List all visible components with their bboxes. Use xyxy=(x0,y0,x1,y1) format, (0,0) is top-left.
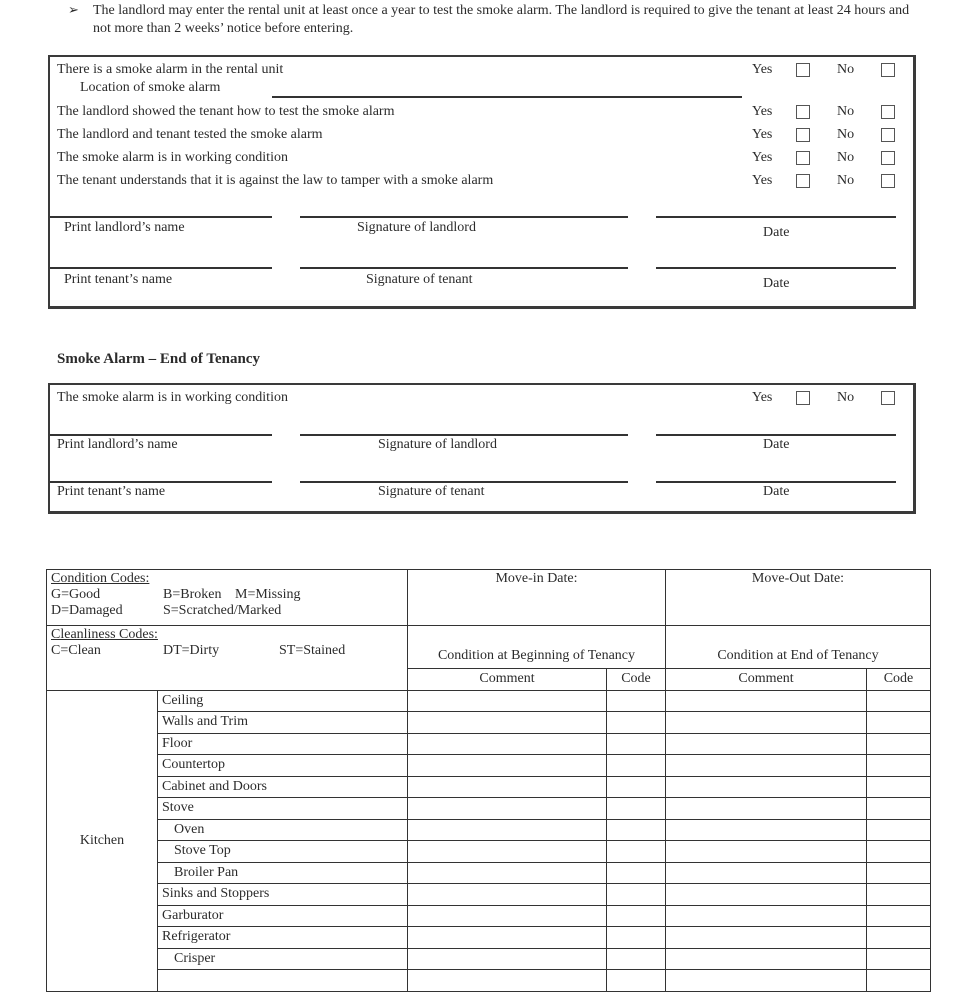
landlord-date-line[interactable] xyxy=(656,216,896,218)
code-dirty: DT=Dirty xyxy=(163,643,220,658)
yes-checkbox[interactable] xyxy=(796,63,810,77)
end-code-cell[interactable] xyxy=(867,884,931,906)
tenant-signature-line[interactable] xyxy=(300,267,628,269)
yes-label: Yes xyxy=(752,150,773,165)
no-label: No xyxy=(837,127,855,142)
end-comment-cell[interactable] xyxy=(666,755,867,777)
condition-codes-title: Condition Codes: xyxy=(51,571,150,586)
item-label: Sinks and Stoppers xyxy=(158,884,408,906)
item-label xyxy=(158,970,408,992)
table-row xyxy=(47,819,931,841)
item-label: Cabinet and Doors xyxy=(158,776,408,798)
landlord-name-label: Print landlord’s name xyxy=(57,437,178,452)
end-of-tenancy-title: Smoke Alarm – End of Tenancy xyxy=(57,351,260,367)
code-good: G=Good xyxy=(51,587,101,602)
table-row xyxy=(47,884,931,906)
no-checkbox[interactable] xyxy=(881,128,895,142)
intro-text: The landlord may enter the rental unit at least once a year to test the smoke alarm. The landlord is required to give the tenant at least 24 hours and not more than 2 weeks’ notice before entering. xyxy=(93,3,910,36)
item-label: Refrigerator xyxy=(158,927,408,949)
end-tenancy-header: Condition at End of Tenancy xyxy=(666,626,931,669)
tenant-signature-line[interactable] xyxy=(300,481,628,483)
no-checkbox[interactable] xyxy=(881,63,895,77)
tenant-name-line[interactable] xyxy=(50,481,272,483)
comment-header: Comment xyxy=(408,669,607,691)
date-label: Date xyxy=(763,437,790,452)
code-damaged: D=Damaged xyxy=(51,603,123,618)
table-row xyxy=(47,776,931,798)
end-code-cell[interactable] xyxy=(867,948,931,970)
end-comment-cell[interactable] xyxy=(666,948,867,970)
begin-tenancy-header: Condition at Beginning of Tenancy xyxy=(408,626,666,669)
table-row xyxy=(47,798,931,820)
item-label: Floor xyxy=(158,733,408,755)
no-checkbox[interactable] xyxy=(881,391,895,405)
date-label: Date xyxy=(763,484,790,499)
item-label: Crisper xyxy=(158,948,408,970)
end-comment-cell[interactable] xyxy=(666,712,867,734)
begin-code-cell[interactable] xyxy=(607,948,666,970)
landlord-name-line[interactable] xyxy=(50,434,272,436)
yes-checkbox[interactable] xyxy=(796,128,810,142)
end-code-cell[interactable] xyxy=(867,712,931,734)
tenant-signature-label: Signature of tenant xyxy=(378,484,485,499)
code-clean: C=Clean xyxy=(51,643,101,658)
landlord-name-label: Print landlord’s name xyxy=(64,220,185,235)
begin-comment-cell[interactable] xyxy=(408,733,607,755)
table-row xyxy=(47,905,931,927)
end-code-cell[interactable] xyxy=(867,862,931,884)
begin-comment-cell[interactable] xyxy=(408,755,607,777)
condition-codes-cell xyxy=(47,570,408,626)
begin-comment-cell[interactable] xyxy=(408,776,607,798)
code-scratched: S=Scratched/Marked xyxy=(163,603,282,618)
table-row xyxy=(47,690,931,712)
begin-code-cell[interactable] xyxy=(607,862,666,884)
item-label: There is a smoke alarm in the rental unit xyxy=(57,62,284,77)
yes-label: Yes xyxy=(752,127,773,142)
table-row xyxy=(47,712,931,734)
tenant-date-line[interactable] xyxy=(656,267,896,269)
end-code-cell[interactable] xyxy=(867,776,931,798)
tenant-name-line[interactable] xyxy=(50,267,272,269)
yes-label: Yes xyxy=(752,62,773,77)
cleanliness-codes-title: Cleanliness Codes: xyxy=(51,627,158,642)
move-out-label: Move-Out Date: xyxy=(751,571,845,586)
end-comment-cell[interactable] xyxy=(666,862,867,884)
end-comment-cell[interactable] xyxy=(666,690,867,712)
cleanliness-codes-cell xyxy=(47,626,408,691)
landlord-signature-line[interactable] xyxy=(300,216,628,218)
no-checkbox[interactable] xyxy=(881,105,895,119)
end-comment-cell[interactable] xyxy=(666,884,867,906)
begin-comment-cell[interactable] xyxy=(408,819,607,841)
table-row xyxy=(47,862,931,884)
end-code-cell[interactable] xyxy=(867,798,931,820)
no-label: No xyxy=(837,173,855,188)
begin-code-cell[interactable] xyxy=(607,884,666,906)
tenant-date-line[interactable] xyxy=(656,481,896,483)
no-label: No xyxy=(837,62,855,77)
begin-code-cell[interactable] xyxy=(607,927,666,949)
code-missing: M=Missing xyxy=(235,587,301,602)
end-code-cell[interactable] xyxy=(867,905,931,927)
begin-code-cell[interactable] xyxy=(607,733,666,755)
begin-code-cell[interactable] xyxy=(607,755,666,777)
tenant-name-label: Print tenant’s name xyxy=(57,484,166,499)
yes-label: Yes xyxy=(752,104,773,119)
yes-label: Yes xyxy=(752,173,773,188)
date-label: Date xyxy=(763,276,790,291)
begin-comment-cell[interactable] xyxy=(408,905,607,927)
begin-code-cell[interactable] xyxy=(607,712,666,734)
end-comment-cell[interactable] xyxy=(666,841,867,863)
landlord-name-line[interactable] xyxy=(50,216,272,218)
table-row xyxy=(47,970,931,992)
move-in-date-field[interactable] xyxy=(408,570,666,626)
yes-label: Yes xyxy=(752,390,773,405)
no-checkbox[interactable] xyxy=(881,174,895,188)
begin-comment-cell[interactable] xyxy=(408,970,607,992)
begin-code-cell[interactable] xyxy=(607,970,666,992)
item-label: Countertop xyxy=(158,755,408,777)
end-code-cell[interactable] xyxy=(867,755,931,777)
begin-comment-cell[interactable] xyxy=(408,948,607,970)
end-code-cell[interactable] xyxy=(867,733,931,755)
no-label: No xyxy=(837,104,855,119)
item-label: The tenant understands that it is against the law to tamper with a smoke alarm xyxy=(57,173,494,188)
no-checkbox[interactable] xyxy=(881,151,895,165)
item-label: The landlord showed the tenant how to test the smoke alarm xyxy=(57,104,395,119)
date-label: Date xyxy=(763,225,790,240)
end-comment-cell[interactable] xyxy=(666,927,867,949)
begin-code-cell[interactable] xyxy=(607,905,666,927)
end-code-cell[interactable] xyxy=(867,927,931,949)
item-label: The landlord and tenant tested the smoke alarm xyxy=(57,127,323,142)
table-row xyxy=(47,733,931,755)
item-label: Ceiling xyxy=(158,690,408,712)
room-label: Kitchen xyxy=(79,832,125,848)
end-code-cell[interactable] xyxy=(867,970,931,992)
room-cell xyxy=(47,690,158,991)
landlord-signature-label: Signature of landlord xyxy=(357,220,476,235)
end-comment-cell[interactable] xyxy=(666,819,867,841)
code-stained: ST=Stained xyxy=(279,643,346,658)
landlord-date-line[interactable] xyxy=(656,434,896,436)
table-row xyxy=(47,948,931,970)
begin-comment-cell[interactable] xyxy=(408,841,607,863)
begin-code-cell[interactable] xyxy=(607,776,666,798)
end-comment-cell[interactable] xyxy=(666,733,867,755)
end-comment-cell[interactable] xyxy=(666,970,867,992)
tenant-signature-label: Signature of tenant xyxy=(366,272,473,287)
end-code-cell[interactable] xyxy=(867,819,931,841)
yes-checkbox[interactable] xyxy=(796,151,810,165)
begin-comment-cell[interactable] xyxy=(408,712,607,734)
landlord-signature-line[interactable] xyxy=(300,434,628,436)
item-label: Stove xyxy=(158,798,408,820)
no-label: No xyxy=(837,390,855,405)
begin-code-cell[interactable] xyxy=(607,841,666,863)
item-label: Broiler Pan xyxy=(158,862,408,884)
yes-checkbox[interactable] xyxy=(796,105,810,119)
code-header: Code xyxy=(867,669,931,691)
begin-comment-cell[interactable] xyxy=(408,690,607,712)
end-comment-cell[interactable] xyxy=(666,905,867,927)
code-header: Code xyxy=(607,669,666,691)
comment-header: Comment xyxy=(666,669,867,691)
item-label: Walls and Trim xyxy=(158,712,408,734)
item-label: Garburator xyxy=(158,905,408,927)
yes-checkbox[interactable] xyxy=(796,391,810,405)
item-label: Oven xyxy=(158,819,408,841)
table-row xyxy=(47,927,931,949)
end-code-cell[interactable] xyxy=(867,841,931,863)
begin-comment-cell[interactable] xyxy=(408,862,607,884)
no-label: No xyxy=(837,150,855,165)
item-label: Stove Top xyxy=(158,841,408,863)
yes-checkbox[interactable] xyxy=(796,174,810,188)
move-out-date-field[interactable] xyxy=(666,570,931,626)
table-row xyxy=(47,755,931,777)
table-row xyxy=(47,841,931,863)
end-comment-cell[interactable] xyxy=(666,776,867,798)
end-code-cell[interactable] xyxy=(867,690,931,712)
begin-code-cell[interactable] xyxy=(607,798,666,820)
location-label: Location of smoke alarm xyxy=(80,80,221,95)
begin-comment-cell[interactable] xyxy=(408,927,607,949)
item-label: The smoke alarm is in working condition xyxy=(57,150,288,165)
begin-code-cell[interactable] xyxy=(607,819,666,841)
bullet-icon: ➢ xyxy=(68,2,79,17)
begin-comment-cell[interactable] xyxy=(408,884,607,906)
code-broken: B=Broken xyxy=(163,587,222,602)
item-label: The smoke alarm is in working condition xyxy=(57,390,288,405)
tenant-name-label: Print tenant’s name xyxy=(64,272,173,287)
begin-comment-cell[interactable] xyxy=(408,798,607,820)
begin-code-cell[interactable] xyxy=(607,690,666,712)
condition-table xyxy=(46,569,931,992)
landlord-signature-label: Signature of landlord xyxy=(378,437,497,452)
move-in-label: Move-in Date: xyxy=(495,571,578,586)
end-comment-cell[interactable] xyxy=(666,798,867,820)
location-input-line[interactable] xyxy=(272,96,742,98)
